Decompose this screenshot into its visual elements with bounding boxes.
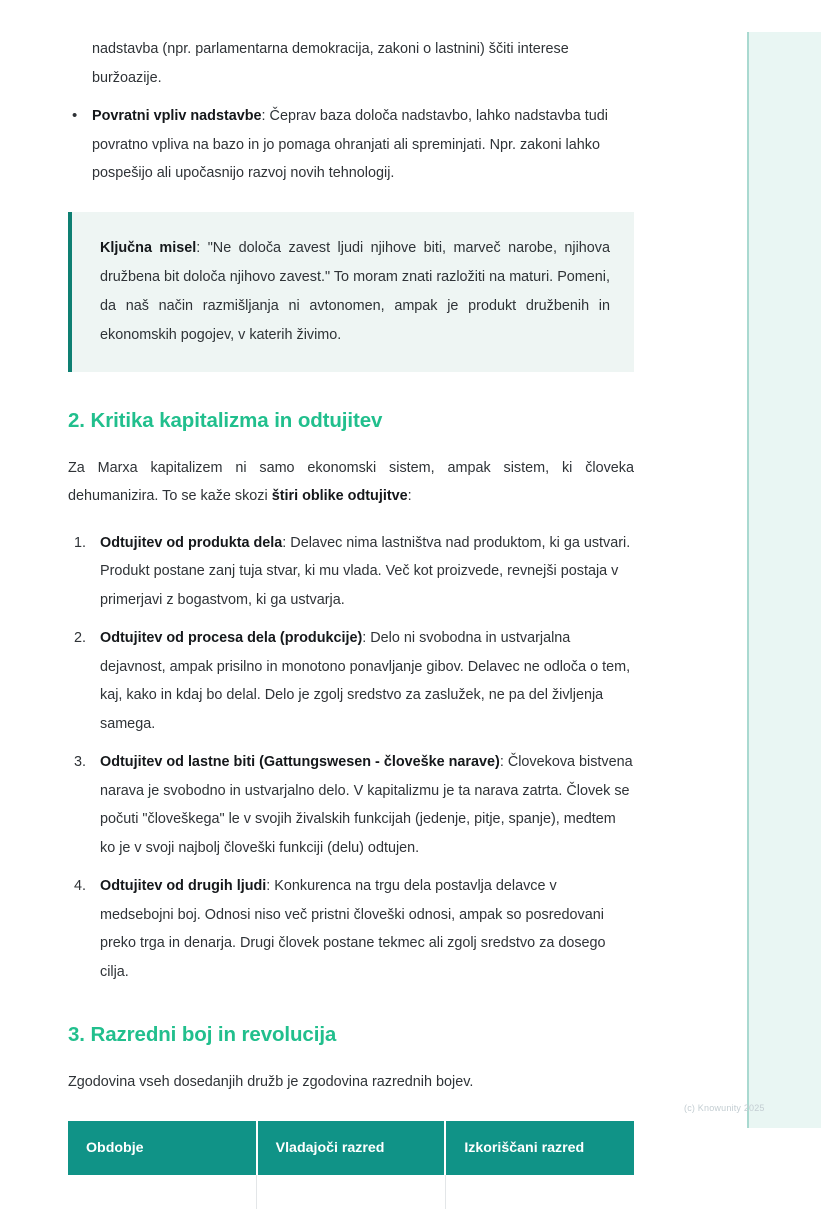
table-body [68,1175,634,1209]
section-3-heading: 3. Razredni boj in revolucija [68,1023,337,1046]
list-item-text: Človekova bistvena narava je svobodno in ustvarjalno delo. V kapitalizmu je ta narava zatrta. Človek se počuti "človeškega" le v svojih živalskih funkcijah (jedenje, pitje, spanje), medtem ko je v svoji najbolj človeški funkciji (delu) odtujen. [100,754,633,856]
table-column-header-ruling-class: Vladajoči razred [257,1121,446,1175]
continuation-paragraph-block [68,0,634,92]
list-item [68,748,634,862]
list-item-term: Odtujitev od lastne biti (Gattungswesen - človeške narave) [100,754,500,770]
section-2-lead-part-1: Za Marxa kapitalizem ni samo ekonomski sistem, ampak sistem, ki človeka dehumanizira. To se kaže skozi [68,459,634,504]
class-struggle-table-wrapper [68,1121,634,1209]
document-content-column [68,0,634,1209]
callout-text: "Ne določa zavest ljudi njihove biti, marveč narobe, njihova družbena bit določa njihovo zavest." To moram znati razložiti na maturi. Pomeni, da naš način razmišljanja ni avtonomen, ampak je produkt družbenih in ekonomskih pogojev, v katerih živimo. [100,239,610,343]
list-item-text: Konkurenca na trgu dela postavlja delavce v medsebojni boj. Odnosi niso več pristni človeški odnosi, ampak so posredovani preko trga in denarja. Drugi človek postane tekmec ali zgolj sredstvo za dosego cilja. [100,878,606,980]
section-2-lead-bold: štiri oblike odtujitve [271,488,408,504]
table-row [68,1175,634,1209]
list-item [68,102,634,188]
section-2-lead-paragraph [68,454,634,511]
alienation-forms-list [68,529,634,987]
list-item [68,624,634,738]
list-item [68,529,634,615]
table-cell [445,1175,634,1209]
page-edge-decoration-strip [747,32,821,1128]
table-header [68,1121,634,1175]
table-column-header-exploited-class: Izkoriščani razred [445,1121,634,1175]
callout-separator: : [196,239,208,256]
list-item-term: Povratni vpliv nadstavbe [92,108,262,124]
table-column-header-period: Obdobje [68,1121,257,1175]
list-item-separator: : [261,108,270,124]
class-struggle-table [68,1121,634,1209]
page-edge-accent-line [747,32,749,1128]
table-header-row [68,1121,634,1175]
copyright-watermark: (c) Knowunity 2025 [684,1103,765,1113]
list-item [68,872,634,986]
list-item-term: Odtujitev od procesa dela (produkcije) [100,630,363,646]
table-cell [68,1175,257,1209]
list-item-term: Odtujitev od produkta dela [100,534,283,551]
continuation-paragraph: nadstavba (npr. parlamentarna demokracija, zakoni o lastnini) ščiti interese buržoazije. [92,41,569,86]
section-3-lead-paragraph: Zgodovina vseh dosedanjih družb je zgodovina razrednih bojev. [68,1074,474,1090]
list-item-text: Čeprav baza določa nadstavbo, lahko nadstavba tudi povratno vpliva na bazo in jo pomaga ohranjati ali spreminjati. Npr. zakoni lahko pospešijo ali upočasnijo razvoj novih tehnologij. [92,108,608,181]
list-item-separator: : [362,630,371,646]
section-2-lead-part-2: : [407,488,412,504]
list-item-text: Delo ni svobodna in ustvarjalna dejavnost, ampak prisilno in monotono ponavljanje gibov. Delavec ne odloča o tem, kaj, kako in kdaj bo delal. Delo je zgolj sredstvo za zaslužek, ne pa del življenja samega. [100,630,631,732]
bullet-list [68,102,634,188]
list-item-text: Delavec nima lastništva nad produktom, ki ga ustvari. Produkt postane zanj tuja stvar, ki mu vlada. Več kot proizvede, revnejši postaja v primerjavi z bogastvom, ki ga ustvarja. [100,534,631,608]
list-item-separator: : [266,878,275,894]
table-cell [257,1175,446,1209]
callout-paragraph [100,234,610,350]
list-item-term: Odtujitev od drugih ljudi [100,878,267,894]
list-item-separator: : [499,754,508,770]
key-idea-callout [68,212,634,372]
callout-label: Ključna misel [100,239,197,256]
list-item-separator: : [282,534,291,551]
section-2-heading: 2. Kritika kapitalizma in odtujitev [68,408,383,432]
